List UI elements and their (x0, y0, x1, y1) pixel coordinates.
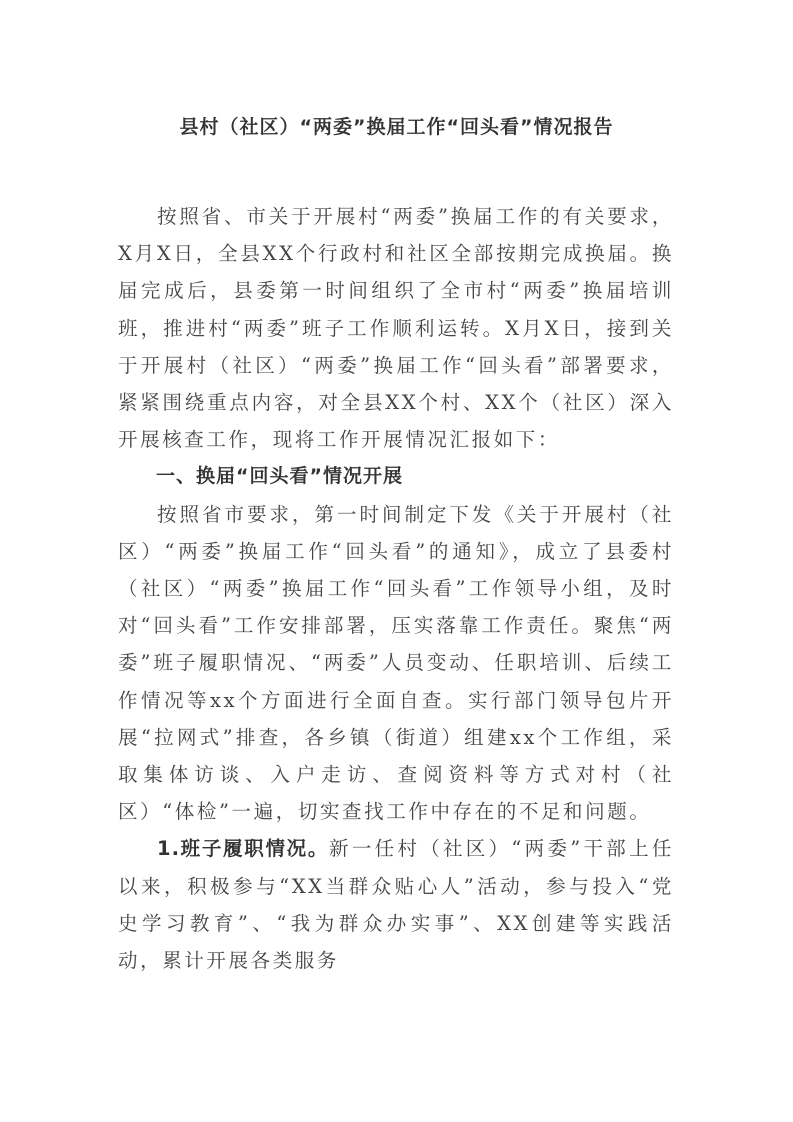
document-title: 县村（社区）“两委”换届工作“回头看”情况报告 (179, 116, 614, 138)
subsection-paragraph-1 (118, 830, 674, 979)
document-body (118, 198, 674, 979)
subsection-lead-1: 1.班子履职情况。 (157, 837, 330, 861)
intro-paragraph: 按照省、市关于开展村“两委”换届工作的有关要求，X月X日，全县XX个行政村和社区全部按期完成换届。换届完成后，县委第一时间组织了全市村“两委”换届培训班，推进村“两委”班子工作顺利运转。X月X日，接到关于开展村（社区）“两委”换届工作“回头看”部署要求，紧紧围绕重点内容，对全县XX个村、XX个（社区）深入开展核查工作，现将工作开展情况汇报如下： (118, 205, 674, 452)
subsection-text-1: 新一任村（社区）“两委”干部上任以来，积极参与“XX当群众贴心人”活动，参与投入“党史学习教育”、“我为群众办实事”、XX创建等实践活动，累计开展各类服务 (118, 837, 674, 973)
section-heading-1: 一、换届“回头看”情况开展 (156, 465, 403, 488)
section-1-paragraph: 按照省市要求，第一时间制定下发《关于开展村（社区）“两委”换届工作“回头看”的通知》，成立了县委村（社区）“两委”换届工作“回头看”工作领导小组，及时对“回头看”工作安排部署，压实落靠工作责任。聚焦“两委”班子履职情况、“两委”人员变动、任职培训、后续工作情况等xx个方面进行全面自查。实行部门领导包片开展“拉网式”排查，各乡镇（街道）组建xx个工作组，采取集体访谈、入户走访、查阅资料等方式对村（社区）“体检”一遍，切实查找工作中存在的不足和问题。 (118, 502, 674, 824)
